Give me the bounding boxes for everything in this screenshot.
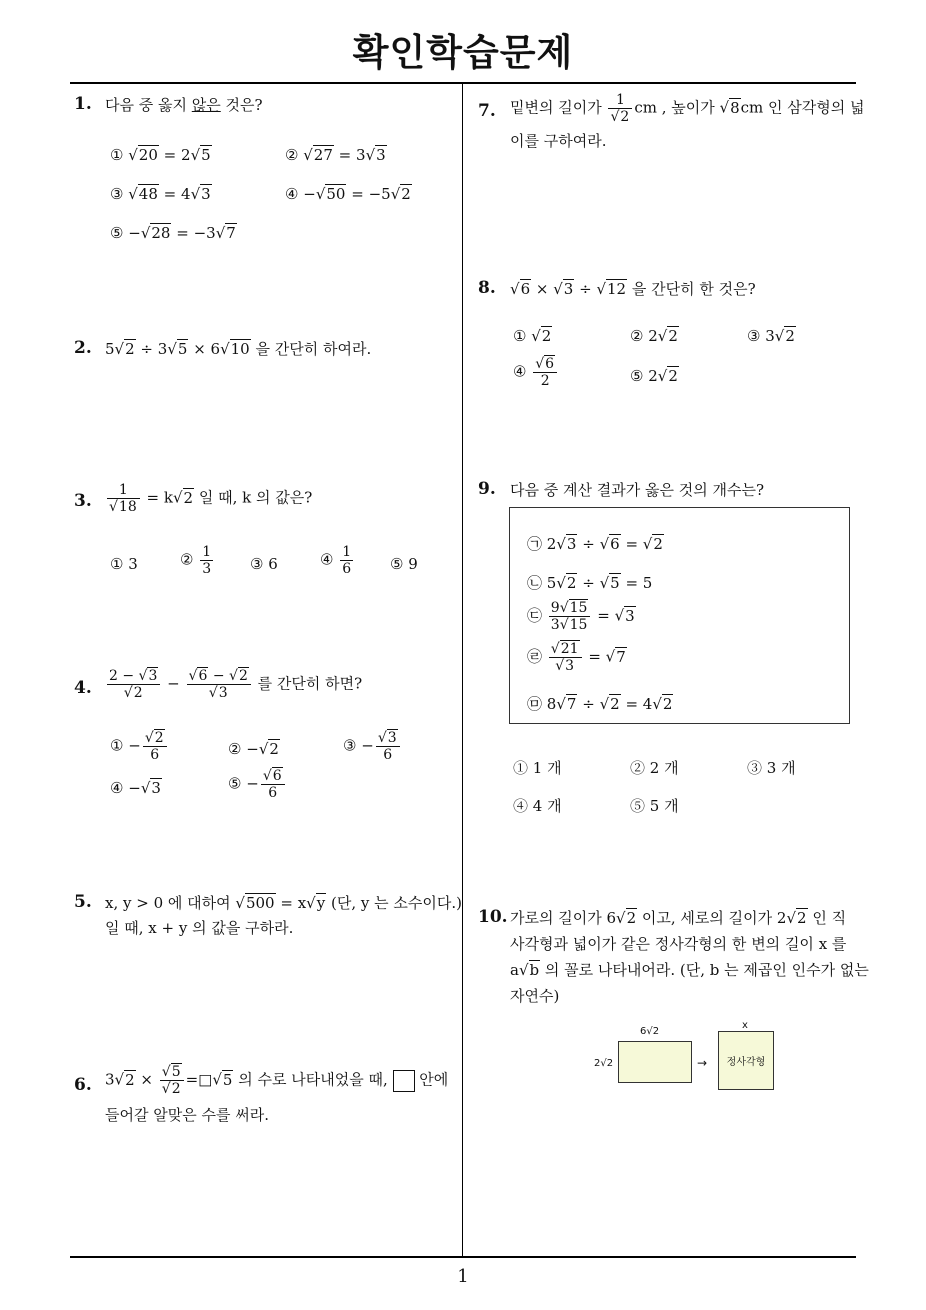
rectangle-height-label: 2√2	[594, 1058, 614, 1069]
q9-statement-3: ㉢ $\frac{9√15}{3√15}$ = √3	[527, 600, 635, 633]
question-5-number: 5.	[74, 892, 92, 912]
q9-statement-2: ㉡ 5√2 ÷ √5 = 5	[527, 574, 653, 592]
question-9-number: 9.	[478, 479, 496, 499]
question-6-line-2: 들어갈 알맞은 수를 써라.	[105, 1106, 269, 1124]
question-10-line-1: 가로의 길이가 6√2 이고, 세로의 길이가 2√2 인 직	[510, 909, 847, 927]
question-2-text: 5√2 ÷ 3√5 × 6√10 을 간단히 하여라.	[105, 340, 372, 358]
q1-option-4[interactable]: ④ −√50 = −5√2	[285, 185, 411, 203]
q4-option-3[interactable]: ③ − $\frac{√3}{6}$	[343, 730, 402, 763]
question-4-number: 4.	[74, 678, 92, 698]
question-4-text: $\frac{2 - √3}{√2}$ − $\frac{√6 - √2}{√3}$ 를 간단히 하면?	[109, 668, 363, 701]
question-10-line-2: 사각형과 넓이가 같은 정사각형의 한 변의 길이 x 를	[510, 935, 847, 953]
question-3-text: $\frac{1}{√18}$ = k√2 일 때, k 의 값은?	[109, 482, 313, 515]
square-caption: 정사각형	[726, 1057, 766, 1068]
square-side-label: x	[742, 1020, 748, 1031]
page-title: 확인학습문제	[352, 31, 574, 74]
q9-statement-4: ㉣ $\frac{√21}{√3}$ = √7	[527, 641, 626, 674]
q4-option-1[interactable]: ① − $\frac{√2}{6}$	[110, 730, 169, 763]
q1-option-3[interactable]: ③ √48 = 4√3	[110, 185, 211, 203]
rectangle-figure	[618, 1041, 692, 1083]
q9-option-4[interactable]: ④ 4 개	[513, 797, 562, 815]
question-5-line-2: 일 때, x + y 의 값을 구하라.	[105, 919, 294, 937]
question-1-text: 다음 중 옳지 않은 것은?	[105, 96, 263, 114]
q4-option-2[interactable]: ② −√2	[228, 740, 279, 758]
question-2-number: 2.	[74, 338, 92, 358]
q3-option-4[interactable]: ④ $\frac{1}{6}$	[320, 544, 352, 577]
q1-option-2[interactable]: ② √27 = 3√3	[285, 146, 386, 164]
q8-option-2[interactable]: ② 2√2	[630, 327, 678, 345]
q9-option-1[interactable]: ① 1 개	[513, 759, 562, 777]
question-9-text: 다음 중 계산 결과가 옳은 것의 개수는?	[510, 481, 765, 499]
q8-option-5[interactable]: ⑤ 2√2	[630, 367, 678, 385]
q4-option-4[interactable]: ④ −√3	[110, 779, 161, 797]
q3-option-5[interactable]: ⑤ 9	[390, 555, 418, 573]
q3-option-3[interactable]: ③ 6	[250, 555, 278, 573]
question-8-text: √6 × √3 ÷ √12 을 간단히 한 것은?	[510, 280, 756, 298]
question-10-line-4: 자연수)	[510, 987, 560, 1005]
page-number: 1	[457, 1266, 469, 1287]
q8-option-1[interactable]: ① √2	[513, 327, 552, 345]
question-7-number: 7.	[478, 101, 496, 121]
question-1-number: 1.	[74, 94, 92, 114]
q9-statement-5: ㉤ 8√7 ÷ √2 = 4√2	[527, 695, 673, 713]
question-10-number: 10.	[478, 907, 508, 927]
question-10-line-3: a√b 의 꼴로 나타내어라. (단, b 는 제곱인 인수가 없는	[510, 961, 869, 979]
q8-option-3[interactable]: ③ 3√2	[747, 327, 795, 345]
question-6-line-1: 3√2 × $\frac{√5}{√2}$ =□√5 의 수로 나타내었을 때, 안에	[105, 1064, 449, 1097]
rectangle-width-label: 6√2	[640, 1026, 660, 1037]
q4-option-5[interactable]: ⑤ − $\frac{√6}{6}$	[228, 768, 287, 801]
q9-option-3[interactable]: ③ 3 개	[747, 759, 796, 777]
q9-option-5[interactable]: ⑤ 5 개	[630, 797, 679, 815]
question-8-number: 8.	[478, 278, 496, 298]
q9-option-2[interactable]: ② 2 개	[630, 759, 679, 777]
arrow-icon: →	[697, 1056, 708, 1070]
q3-option-1[interactable]: ① 3	[110, 555, 138, 573]
answer-blank-box	[393, 1070, 415, 1092]
q9-statement-1: ㉠ 2√3 ÷ √6 = √2	[527, 535, 663, 553]
question-5-line-1: x, y > 0 에 대하여 √500 = x√y (단, y 는 소수이다.)	[105, 894, 462, 912]
question-7-line-1: 밑변의 길이가 $\frac{1}{√2}$ cm , 높이가 √8cm 인 삼각형의 넓	[510, 92, 865, 125]
q1-option-1[interactable]: ① √20 = 2√5	[110, 146, 211, 164]
question-3-number: 3.	[74, 491, 92, 511]
footer-divider	[70, 1256, 856, 1258]
q3-option-2[interactable]: ② $\frac{1}{3}$	[180, 544, 212, 577]
question-6-number: 6.	[74, 1075, 92, 1095]
column-divider	[462, 84, 463, 1258]
q8-option-4[interactable]: ④ $\frac{√6}{2}$	[513, 356, 559, 389]
question-7-line-2: 이를 구하여라.	[510, 132, 607, 150]
q1-option-5[interactable]: ⑤ −√28 = −3√7	[110, 224, 236, 242]
